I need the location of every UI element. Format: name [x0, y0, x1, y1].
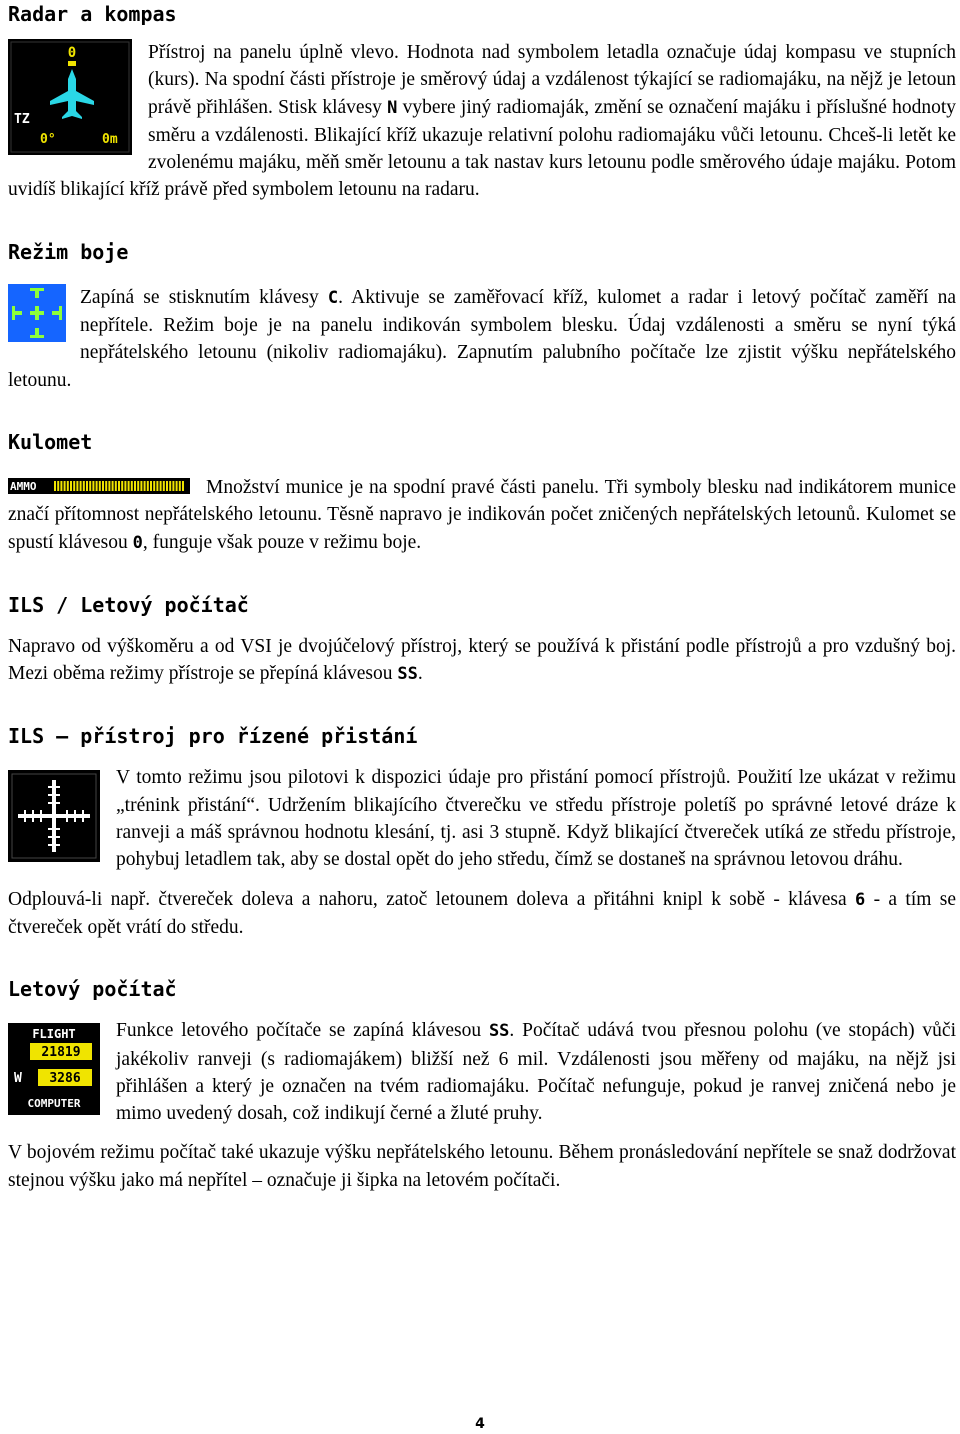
ammo-tick	[102, 481, 104, 491]
ammo-tick	[86, 481, 88, 491]
ammo-tick	[83, 481, 85, 491]
ammo-label: AMMO	[10, 479, 37, 493]
ammo-tick	[105, 481, 107, 491]
combat-crosshair-icon	[8, 284, 66, 342]
ammo-tick	[169, 481, 171, 491]
ammo-tick	[150, 481, 152, 491]
ammo-tick	[182, 481, 184, 491]
page-number: 4	[475, 1416, 485, 1432]
ammo-tick	[60, 481, 62, 491]
ammo-tick	[121, 481, 123, 491]
ils-paragraph-2: Odplouvá-li např. čtvereček doleva a nahoru, zatoč letounem doleva a přitáhni knipl k sobě - klávesa 6 - a tím se čtvereček opět vrátí do středu.	[8, 888, 956, 938]
section-title-ils: ILS – přístroj pro řízené přistání	[8, 724, 418, 749]
ammo-tick	[70, 481, 72, 491]
computer-bottom-label: COMPUTER	[27, 1097, 81, 1111]
key-ss: SS	[397, 664, 418, 685]
key-n: N	[387, 97, 398, 118]
ammo-tick	[118, 481, 120, 491]
key-c: C	[327, 287, 339, 308]
gun-paragraph: Množství munice je na spodní pravé části panelu. Tři symboly blesku nad indikátorem munice značí přítomnost nepřátelského letounu. Těsně napravo je indikován počet zničených nepřátelských letounů. Kulomet se spustí klávesou 0, funguje však pouze v režimu boje.	[8, 476, 956, 553]
section-title-gun: Kulomet	[8, 429, 93, 454]
ammo-indicator-icon	[8, 478, 190, 494]
ammo-tick	[64, 481, 66, 491]
ammo-tick	[166, 481, 168, 491]
ammo-tick	[54, 481, 56, 491]
section-title-combat: Režim boje	[8, 239, 129, 264]
ammo-tick	[172, 481, 174, 491]
ammo-tick	[124, 481, 126, 491]
ammo-tick	[176, 481, 178, 491]
ils-computer-paragraph: Napravo od výškoměru a od VSI je dvojúčelový přístroj, který se používá k přistání podle přístrojů a pro vzdušný boj. Mezi oběma režimy přístroje se přepíná klávesou SS.	[8, 635, 956, 685]
ammo-tick	[128, 481, 130, 491]
ammo-tick	[73, 481, 75, 491]
ils-section	[8, 764, 956, 873]
combat-section	[8, 284, 956, 394]
combat-paragraph: Zapíná se stisknutím klávesy C. Aktivuje se zaměřovací kříž, kulomet a radar i letový počítač zaměří na nepřítele. Režim boje je na panelu indikován symbolem blesku. Údaj vzdálenosti a směru se nyní týká nepřátelského letounu (nikoliv radiomajáku). Zapnutím palubního počítače lze zjistit výšku nepřátelského letounu.	[8, 286, 956, 391]
ammo-tick	[144, 481, 146, 491]
ammo-tick	[80, 481, 82, 491]
computer-top-label: FLIGHT	[32, 1027, 76, 1042]
radar-distance-value: 0m	[102, 132, 118, 147]
page	[8, 0, 956, 1194]
section-title-ils-computer: ILS / Letový počítač	[8, 592, 249, 617]
key-0: 0	[132, 532, 143, 553]
ammo-tick	[156, 481, 158, 491]
ammo-tick	[92, 481, 94, 491]
computer-paragraph-2: V bojovém režimu počítač také ukazuje výšku nepřátelského letounu. Během pronásledování nepřítele se snaž dodržovat stejnou výšku jako má nepřítel – označuje ji šipka na letovém počítači.	[8, 1142, 956, 1191]
ammo-tick	[115, 481, 117, 491]
key-6: 6	[855, 889, 866, 910]
ammo-tick	[147, 481, 149, 491]
ammo-tick	[108, 481, 110, 491]
ils-instrument-icon	[8, 770, 100, 862]
ils-paragraph-1: V tomto režimu jsou pilotovi k dispozici údaje pro přistání pomocí přístrojů. Použití lze ukázat v režimu „trénink přistání“. Udržením blikajícího čtverečku ve středu přístroje poletíš po správné letové dráze k ranveji a máš správnou hodnotu klesání, tj. asi 3 stupně. Když blikající čtvereček utíká ze středu přístroje, pohybuj letadlem tak, aby se dostal opět do jeho středu, čímž se dostaneš na správnou letovou dráhu.	[116, 767, 956, 871]
computer-value-1: 21819	[41, 1045, 81, 1061]
ammo-tick	[153, 481, 155, 491]
radar-beacon-label: TZ	[14, 112, 30, 127]
ammo-tick	[137, 481, 139, 491]
ammo-tick	[163, 481, 165, 491]
gun-section	[8, 474, 956, 557]
ammo-tick	[76, 481, 78, 491]
ammo-tick	[131, 481, 133, 491]
section-title-computer: Letový počítač	[8, 977, 177, 1002]
ammo-tick	[57, 481, 59, 491]
radar-section	[8, 39, 956, 204]
ammo-tick	[160, 481, 162, 491]
radar-paragraph: Přístroj na panelu úplně vlevo. Hodnota nad symbolem letadla označuje údaj kompasu ve stupních (kurs). Na spodní části přístroje je směrový údaj a vzdálenost týkající se radiomajáku, na nějž je letoun právě přihlášen. Stisk klávesy N vybere jiný radiomaják, změní se označení majáku i příslušné hodnoty směru a vzdálenosti. Blikající kříž ukazuje relativní polohu radiomajáku vůči letounu. Chceš-li letět ke zvolenému majáku, měň směr letounu a tak nastav kurs letounu podle směrového údaje majáku. Potom uvidíš blikající kříž právě před symbolem letounu na radaru.	[8, 42, 957, 201]
radar-compass-icon	[8, 39, 132, 155]
ammo-tick	[96, 481, 98, 491]
radar-direction-value: 0°	[40, 132, 56, 147]
flight-computer-icon	[8, 1023, 100, 1115]
ammo-tick	[179, 481, 181, 491]
ammo-tick	[140, 481, 142, 491]
radar-compass-value: 0	[67, 45, 77, 61]
computer-paragraph-1: Funkce letového počítače se zapíná klávesou SS. Počítač udává tvou přesnou polohu (ve stopách) vůči jakékoliv ranveji (s radiomajákem) bližší než 6 mil. Vzdálenosti jsou měřeny od majáku, na nějž jsi přihlášen a který je označen na tvém radiomajáku. Počítač nefunguje, pokud je ranvej zničená nebo je mimo uvedený dosah, což indikují černé a žluté pruhy.	[116, 1020, 956, 1125]
ammo-tick	[99, 481, 101, 491]
key-ss-2: SS	[488, 1021, 510, 1042]
ammo-tick	[67, 481, 69, 491]
computer-row2-label: W	[14, 1071, 22, 1087]
ammo-tick	[134, 481, 136, 491]
ammo-level-bars	[54, 481, 184, 491]
computer-value-2: 3286	[49, 1071, 81, 1087]
ammo-tick	[112, 481, 114, 491]
ammo-tick	[89, 481, 91, 491]
section-title-radar: Radar a kompas	[8, 2, 177, 26]
computer-section	[8, 1017, 956, 1127]
